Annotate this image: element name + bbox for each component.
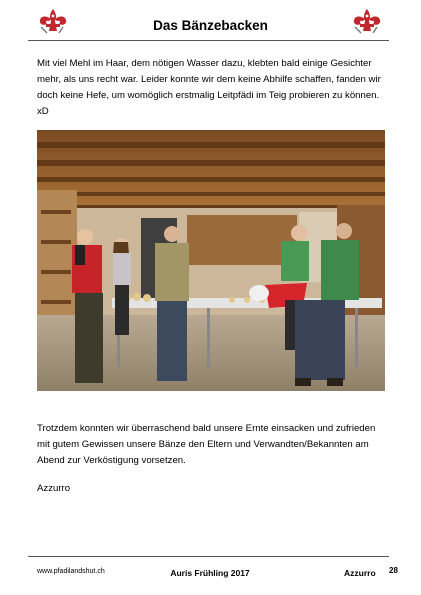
page-title: Das Bänzebacken xyxy=(153,18,268,33)
page-number: 28 xyxy=(389,566,398,575)
footer-author: Azzurro xyxy=(344,568,376,578)
article-author: Azzurro xyxy=(37,483,71,494)
article-paragraph-2: Trotzdem konnten wir überraschend bald unsere Ernte einsacken und zufrieden mit gutem Gewissen unsere Bänze den Eltern und Verwandten/Bekannten am Abend zur Verköstigung vorsetzen. xyxy=(37,423,376,466)
article-photo xyxy=(37,130,385,391)
header-divider xyxy=(28,40,389,41)
footer-issue: Auris Frühling 2017 xyxy=(170,568,250,578)
footer-website: www.pfadilandshut.ch xyxy=(37,568,105,575)
article-paragraph-1: Mit viel Mehl im Haar, dem nötigen Wasser dazu, klebten bald einige Gesichter mehr, als uns recht war. Leider konnte wir dem keine Abhilfe schaffen, fanden wir doch keine Hefe, um womöglich erstmalig Leitpfädi im Teig probieren zu können. xD xyxy=(37,58,381,117)
footer-divider xyxy=(28,556,389,557)
